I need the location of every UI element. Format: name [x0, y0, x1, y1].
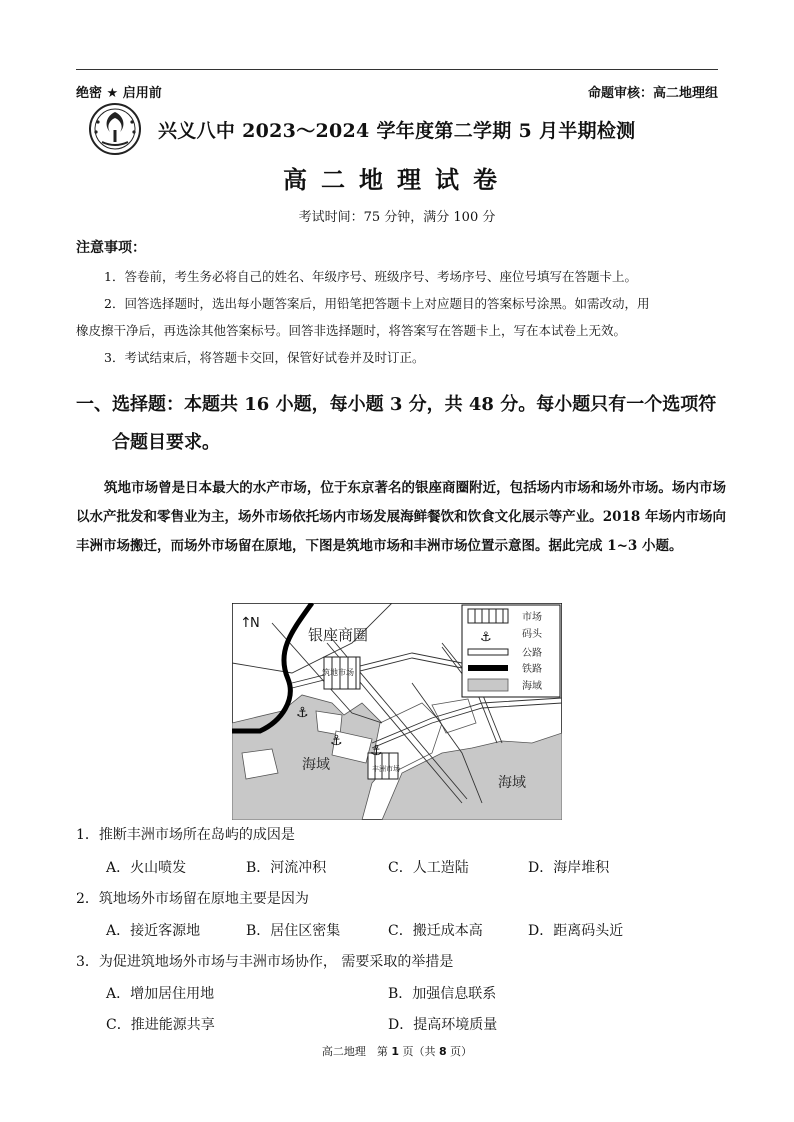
- exam-time: 考试时间：75 分钟，满分 100 分: [298, 210, 496, 225]
- svg-text:⚓: ⚓: [480, 630, 492, 645]
- question-2-option: A．接近客源地: [106, 923, 201, 939]
- toyosu-label: 丰洲市场: [372, 765, 400, 773]
- question-3-option: B．加强信息联系: [388, 986, 497, 1002]
- ginza-label: 银座商圈: [308, 626, 369, 644]
- legend-road: 公路: [522, 648, 542, 659]
- legend-sea: 海域: [522, 681, 542, 692]
- notice-item: 2．回答选择题时，选出每小题答案后，用铅笔把答题卡上对应题目的答案标号涂黑。如需改动，用: [104, 296, 650, 311]
- tsukiji-label: 筑地市场: [322, 668, 354, 677]
- sea-label-left: 海域: [302, 757, 330, 773]
- question-2-option: C．搬迁成本高: [388, 923, 483, 939]
- question-1-option: D．海岸堆积: [528, 860, 610, 876]
- question-2-option: B．居住区密集: [246, 923, 341, 939]
- school-logo-icon: [88, 102, 142, 156]
- notice-heading: 注意事项：: [76, 240, 146, 256]
- legend-railway: 铁路: [522, 664, 542, 675]
- svg-text:⚓: ⚓: [370, 743, 383, 759]
- question-1-stem: 1．推断丰洲市场所在岛屿的成因是: [76, 827, 295, 843]
- page-total: 8: [439, 1045, 447, 1058]
- question-2-option: D．距离码头近: [528, 923, 624, 939]
- notice-item: 橡皮擦干净后，再选涂其他答案标号。回答非选择题时，将答案写在答题卡上，写在本试卷上无效。: [76, 323, 627, 338]
- north-arrow-icon: ↑: [240, 615, 252, 631]
- question-3-option: A．增加居住用地: [106, 986, 215, 1002]
- legend-dock: 码头: [522, 629, 542, 640]
- section-heading: 一、选择题：本题共 16 小题，每小题 3 分，共 48 分。每小题只有一个选项符 合题目要求。: [76, 394, 717, 453]
- passage-text: 筑地市场曾是日本最大的水产市场，位于东京著名的银座商圈附近，包括场内市场和场外市场。场内市场以水产批发和零售业为主，场外市场依托场内市场发展海鲜餐饮和饮食文化展示等产业。2018 年场内市场向丰洲市场搬迁，而场外市场留在原地，下图是筑地市场和丰洲市场位置示意图。据此完成 1~3 小题。: [76, 480, 726, 554]
- question-3-stem: 3．为促进筑地场外市场与丰洲市场协作， 需要采取的举措是: [76, 954, 454, 970]
- page-footer: 高二地理 第 1 页（共 8 页）: [321, 1045, 473, 1058]
- exam-title: 兴义八中 2023～2024 学年度第二学期 5 月半期检测: [158, 120, 636, 142]
- north-label: N: [250, 616, 260, 631]
- question-1-option: A．火山喷发: [106, 860, 187, 876]
- map-legend: [462, 605, 560, 697]
- svg-text:⚓: ⚓: [330, 733, 343, 749]
- exam-subtitle: 高二地理试卷: [283, 165, 511, 194]
- question-2-stem: 2．筑地场外市场留在原地主要是因为: [76, 891, 309, 907]
- confidential-label: 绝密 ★ 启用前: [76, 86, 162, 101]
- notice-item: 3．考试结束后，将答题卡交回，保管好试卷并及时订正。: [104, 350, 425, 365]
- location-map: [232, 603, 562, 820]
- question-3-option: D．提高环境质量: [388, 1017, 498, 1033]
- legend-market: 市场: [522, 612, 542, 623]
- page-number: 1: [391, 1045, 399, 1058]
- header-rule: [76, 69, 718, 70]
- svg-text:⚓: ⚓: [296, 705, 309, 721]
- reviewer-label: 命题审核：高二地理组: [587, 86, 718, 101]
- question-1-option: C．人工造陆: [388, 860, 469, 876]
- sea-label-right: 海域: [498, 775, 526, 791]
- notice-item: 1．答卷前，考生务必将自己的姓名、年级序号、班级序号、考场序号、座位号填写在答题卡上。: [104, 269, 637, 284]
- question-1-option: B．河流冲积: [246, 860, 327, 876]
- question-3-option: C．推进能源共享: [106, 1017, 215, 1033]
